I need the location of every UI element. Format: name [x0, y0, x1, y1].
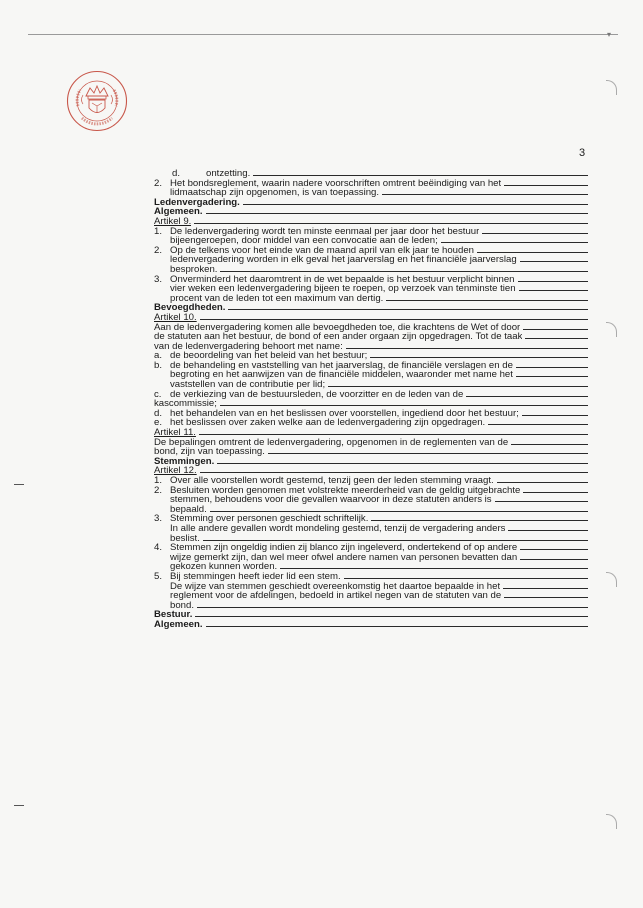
fill-rule — [503, 583, 588, 589]
top-rule — [28, 34, 618, 35]
section-heading: Stemmingen. — [154, 456, 215, 467]
text-line — [154, 294, 588, 304]
line-label: c. — [154, 388, 162, 400]
text-line — [154, 486, 588, 496]
text-line — [154, 610, 588, 620]
text-line — [154, 591, 588, 601]
text-line — [154, 217, 588, 227]
text-line — [154, 323, 588, 333]
text-line — [154, 390, 588, 400]
line-text: bijeengeroepen, door middel van een convocatie aan de leden; — [170, 236, 438, 246]
line-text: vier weken een ledenvergadering bijeen te roepen, op verzoek van tenminste tien — [170, 284, 516, 294]
section-heading: Algemeen. — [154, 619, 203, 630]
text-line — [154, 418, 588, 428]
line-label: d. — [154, 407, 163, 419]
fill-rule — [386, 295, 588, 301]
article-heading: Artikel 9. — [154, 216, 192, 227]
fill-rule — [488, 419, 588, 425]
fill-rule — [197, 602, 588, 608]
line-label: b. — [154, 359, 163, 371]
line-text: Stemmen zijn ongeldig indien zij blanco zijn ingeleverd, ondertekend of op andere — [170, 543, 518, 553]
line-text: procent van de leden tot een maximum van dertig. — [170, 293, 384, 304]
text-line — [154, 265, 588, 275]
fill-rule — [466, 391, 588, 397]
text-line — [154, 246, 588, 256]
section-heading: Bestuur. — [154, 610, 193, 620]
fill-rule — [370, 352, 588, 358]
text-line — [154, 409, 588, 419]
line-text: lidmaatschap zijn opgenomen, is van toepassing. — [170, 188, 380, 198]
text-line — [154, 466, 588, 476]
line-text: In alle andere gevallen wordt mondeling gestemd, tenzij de vergadering anders — [170, 523, 506, 534]
fill-rule — [220, 266, 588, 272]
fill-rule — [495, 496, 588, 502]
fill-rule — [280, 563, 588, 569]
fill-rule — [243, 199, 588, 205]
line-text: Stemming over personen geschiedt schriftelijk. — [170, 514, 369, 524]
line-text: kascommissie; — [154, 399, 217, 409]
fill-rule — [477, 247, 588, 253]
text-line — [154, 313, 588, 323]
line-text: ledenvergadering worden in elk geval het jaarverslag en het financiële jaarverslag — [170, 255, 517, 265]
line-text: Onverminderd het daaromtrent in de wet bepaalde is het bestuur verplicht binnen — [170, 274, 515, 285]
line-text: Over alle voorstellen wordt gestemd, tenzij geen der leden stemming vraagt. — [170, 476, 494, 486]
margin-mark — [606, 572, 617, 587]
fill-rule — [511, 439, 588, 445]
text-line — [154, 179, 588, 189]
text-line — [154, 582, 588, 592]
fill-rule — [482, 228, 588, 234]
line-text: gekozen kunnen worden. — [170, 562, 278, 572]
fill-rule — [518, 276, 588, 282]
fill-rule — [217, 458, 588, 464]
text-line — [154, 572, 588, 582]
line-text: Bij stemmingen heeft ieder lid een stem. — [170, 571, 341, 582]
line-text: ontzetting. — [206, 169, 251, 179]
fill-rule — [504, 180, 588, 186]
fill-rule — [253, 170, 588, 176]
fill-rule — [504, 592, 588, 598]
text-line — [154, 255, 588, 265]
fill-rule — [520, 256, 588, 262]
line-text: de verkiezing van de bestuursleden, de voorzitter en de leden van de — [170, 389, 464, 400]
fill-rule — [194, 218, 588, 224]
line-text: bond. — [170, 600, 195, 611]
text-line — [154, 447, 588, 457]
fill-rule — [210, 506, 588, 512]
text-line — [154, 342, 588, 352]
line-label: a. — [154, 350, 163, 362]
fill-rule — [328, 381, 588, 387]
line-text: het beslissen over zaken welke aan de ledenvergadering zijn opgedragen. — [170, 418, 486, 429]
text-line — [154, 428, 588, 438]
margin-mark — [606, 814, 617, 829]
line-text: wijze gemerkt zijn, dan wel meer ofwel andere namen van personen bevatten dan — [170, 552, 518, 563]
text-line — [154, 380, 588, 390]
text-line — [154, 476, 588, 486]
line-label: 2. — [154, 484, 163, 496]
fill-rule — [346, 343, 588, 349]
text-line — [154, 370, 588, 380]
line-label: 1. — [154, 475, 163, 486]
text-line — [154, 562, 588, 572]
margin-mark — [606, 322, 617, 337]
fill-rule — [203, 535, 588, 541]
fill-rule — [199, 429, 588, 435]
fill-rule — [206, 621, 588, 627]
article-heading: Artikel 10. — [154, 312, 197, 323]
line-text: beslist. — [170, 533, 200, 544]
fill-rule — [371, 515, 588, 521]
text-line — [154, 514, 588, 524]
margin-mark — [606, 80, 617, 95]
line-text: besproken. — [170, 264, 218, 275]
line-text: stemmen, behoudens voor die gevallen waarvoor in deze statuten anders is — [170, 495, 492, 505]
text-line — [154, 198, 588, 208]
line-label: 3. — [154, 273, 163, 285]
margin-dash — [14, 805, 24, 806]
line-text: het behandelen van en het beslissen over voorstellen, ingediend door het bestuur; — [170, 408, 519, 419]
line-text: De bepalingen omtrent de ledenvergadering, opgenomen in de reglementen van de — [154, 437, 509, 448]
fill-rule — [519, 285, 588, 291]
fill-rule — [220, 400, 588, 406]
fill-rule — [344, 573, 588, 579]
line-text: De ledenvergadering wordt ten minste eenmaal per jaar door het bestuur — [170, 226, 480, 237]
fill-rule — [206, 208, 588, 214]
text-line — [154, 303, 588, 313]
text-line — [154, 332, 588, 342]
fill-rule — [200, 467, 588, 473]
text-line — [154, 505, 588, 515]
fill-rule — [200, 314, 588, 320]
notary-seal — [66, 70, 128, 132]
text-line — [154, 534, 588, 544]
text-line — [154, 351, 588, 361]
page-number: 3 — [579, 147, 586, 159]
line-label: e. — [154, 417, 163, 429]
section-heading: Bevoegdheden. — [154, 303, 226, 313]
text-line — [154, 438, 588, 448]
line-label: 2. — [154, 177, 163, 189]
line-text: De wijze van stemmen geschiedt overeenkomstig het daartoe bepaalde in het — [170, 581, 501, 592]
fill-rule — [516, 362, 588, 368]
fill-rule — [523, 487, 588, 493]
article-heading: Artikel 12. — [154, 466, 197, 476]
line-text: Aan de ledenvergadering komen alle bevoegdheden toe, die krachtens de Wet of door — [154, 322, 521, 333]
line-label: d. — [172, 168, 181, 179]
line-label: 2. — [154, 244, 163, 256]
text-line — [154, 524, 588, 534]
line-label: 1. — [154, 225, 163, 237]
line-text: reglement voor de afdelingen, bedoeld in artikel negen van de statuten van de — [170, 591, 502, 601]
text-line — [154, 399, 588, 409]
line-text: de behandeling en vaststelling van het jaarverslag, de financiële verslagen en de — [170, 360, 513, 371]
text-line — [154, 236, 588, 246]
corner-mark: ▾ — [606, 30, 611, 39]
text-line — [154, 620, 588, 630]
fill-rule — [441, 237, 588, 243]
article-heading: Artikel 11. — [154, 428, 196, 438]
line-text: Op de telkens voor het einde van de maand april van elk jaar te houden — [170, 245, 475, 256]
line-label: 3. — [154, 513, 163, 525]
line-text: bond, zijn van toepassing. — [154, 447, 265, 457]
text-line — [154, 188, 588, 198]
section-heading: Algemeen. — [154, 207, 203, 217]
text-line — [154, 601, 588, 611]
line-text: Besluiten worden genomen met volstrekte meerderheid van de geldig uitgebrachte — [170, 485, 521, 496]
margin-dash — [14, 484, 24, 485]
text-line — [154, 227, 588, 237]
line-text: vaststellen van de contributie per lid; — [170, 380, 326, 390]
fill-rule — [508, 525, 588, 531]
text-line — [154, 457, 588, 467]
fill-rule — [523, 324, 588, 330]
fill-rule — [520, 544, 588, 550]
fill-rule — [228, 304, 588, 310]
fill-rule — [268, 448, 588, 454]
document-body — [154, 169, 588, 630]
line-text: Het bondsreglement, waarin nadere voorschriften omtrent beëindiging van het — [170, 178, 502, 189]
text-line — [154, 543, 588, 553]
fill-rule — [522, 410, 588, 416]
fill-rule — [525, 333, 588, 339]
text-line — [154, 284, 588, 294]
fill-rule — [520, 554, 588, 560]
line-label: 4. — [154, 542, 163, 554]
line-text: begroting en het aanwijzen van de financiële middelen, waaronder met name het — [170, 370, 513, 381]
fill-rule — [195, 611, 588, 617]
fill-rule — [382, 189, 588, 195]
fill-rule — [516, 371, 588, 377]
line-label: 5. — [154, 570, 163, 582]
line-text: de beoordeling van het beleid van het bestuur; — [170, 351, 368, 361]
text-line — [154, 361, 588, 371]
text-line — [154, 207, 588, 217]
text-line — [154, 169, 588, 179]
line-text: de statuten aan het bestuur, de bond of een ander orgaan zijn opgedragen. Tot de taak — [154, 332, 523, 342]
text-line — [154, 275, 588, 285]
text-line — [154, 553, 588, 563]
fill-rule — [497, 477, 588, 483]
line-text: van de ledenvergadering behoort met name: — [154, 341, 343, 352]
line-text: bepaald. — [170, 504, 207, 515]
text-line — [154, 495, 588, 505]
section-heading: Ledenvergadering. — [154, 197, 240, 208]
